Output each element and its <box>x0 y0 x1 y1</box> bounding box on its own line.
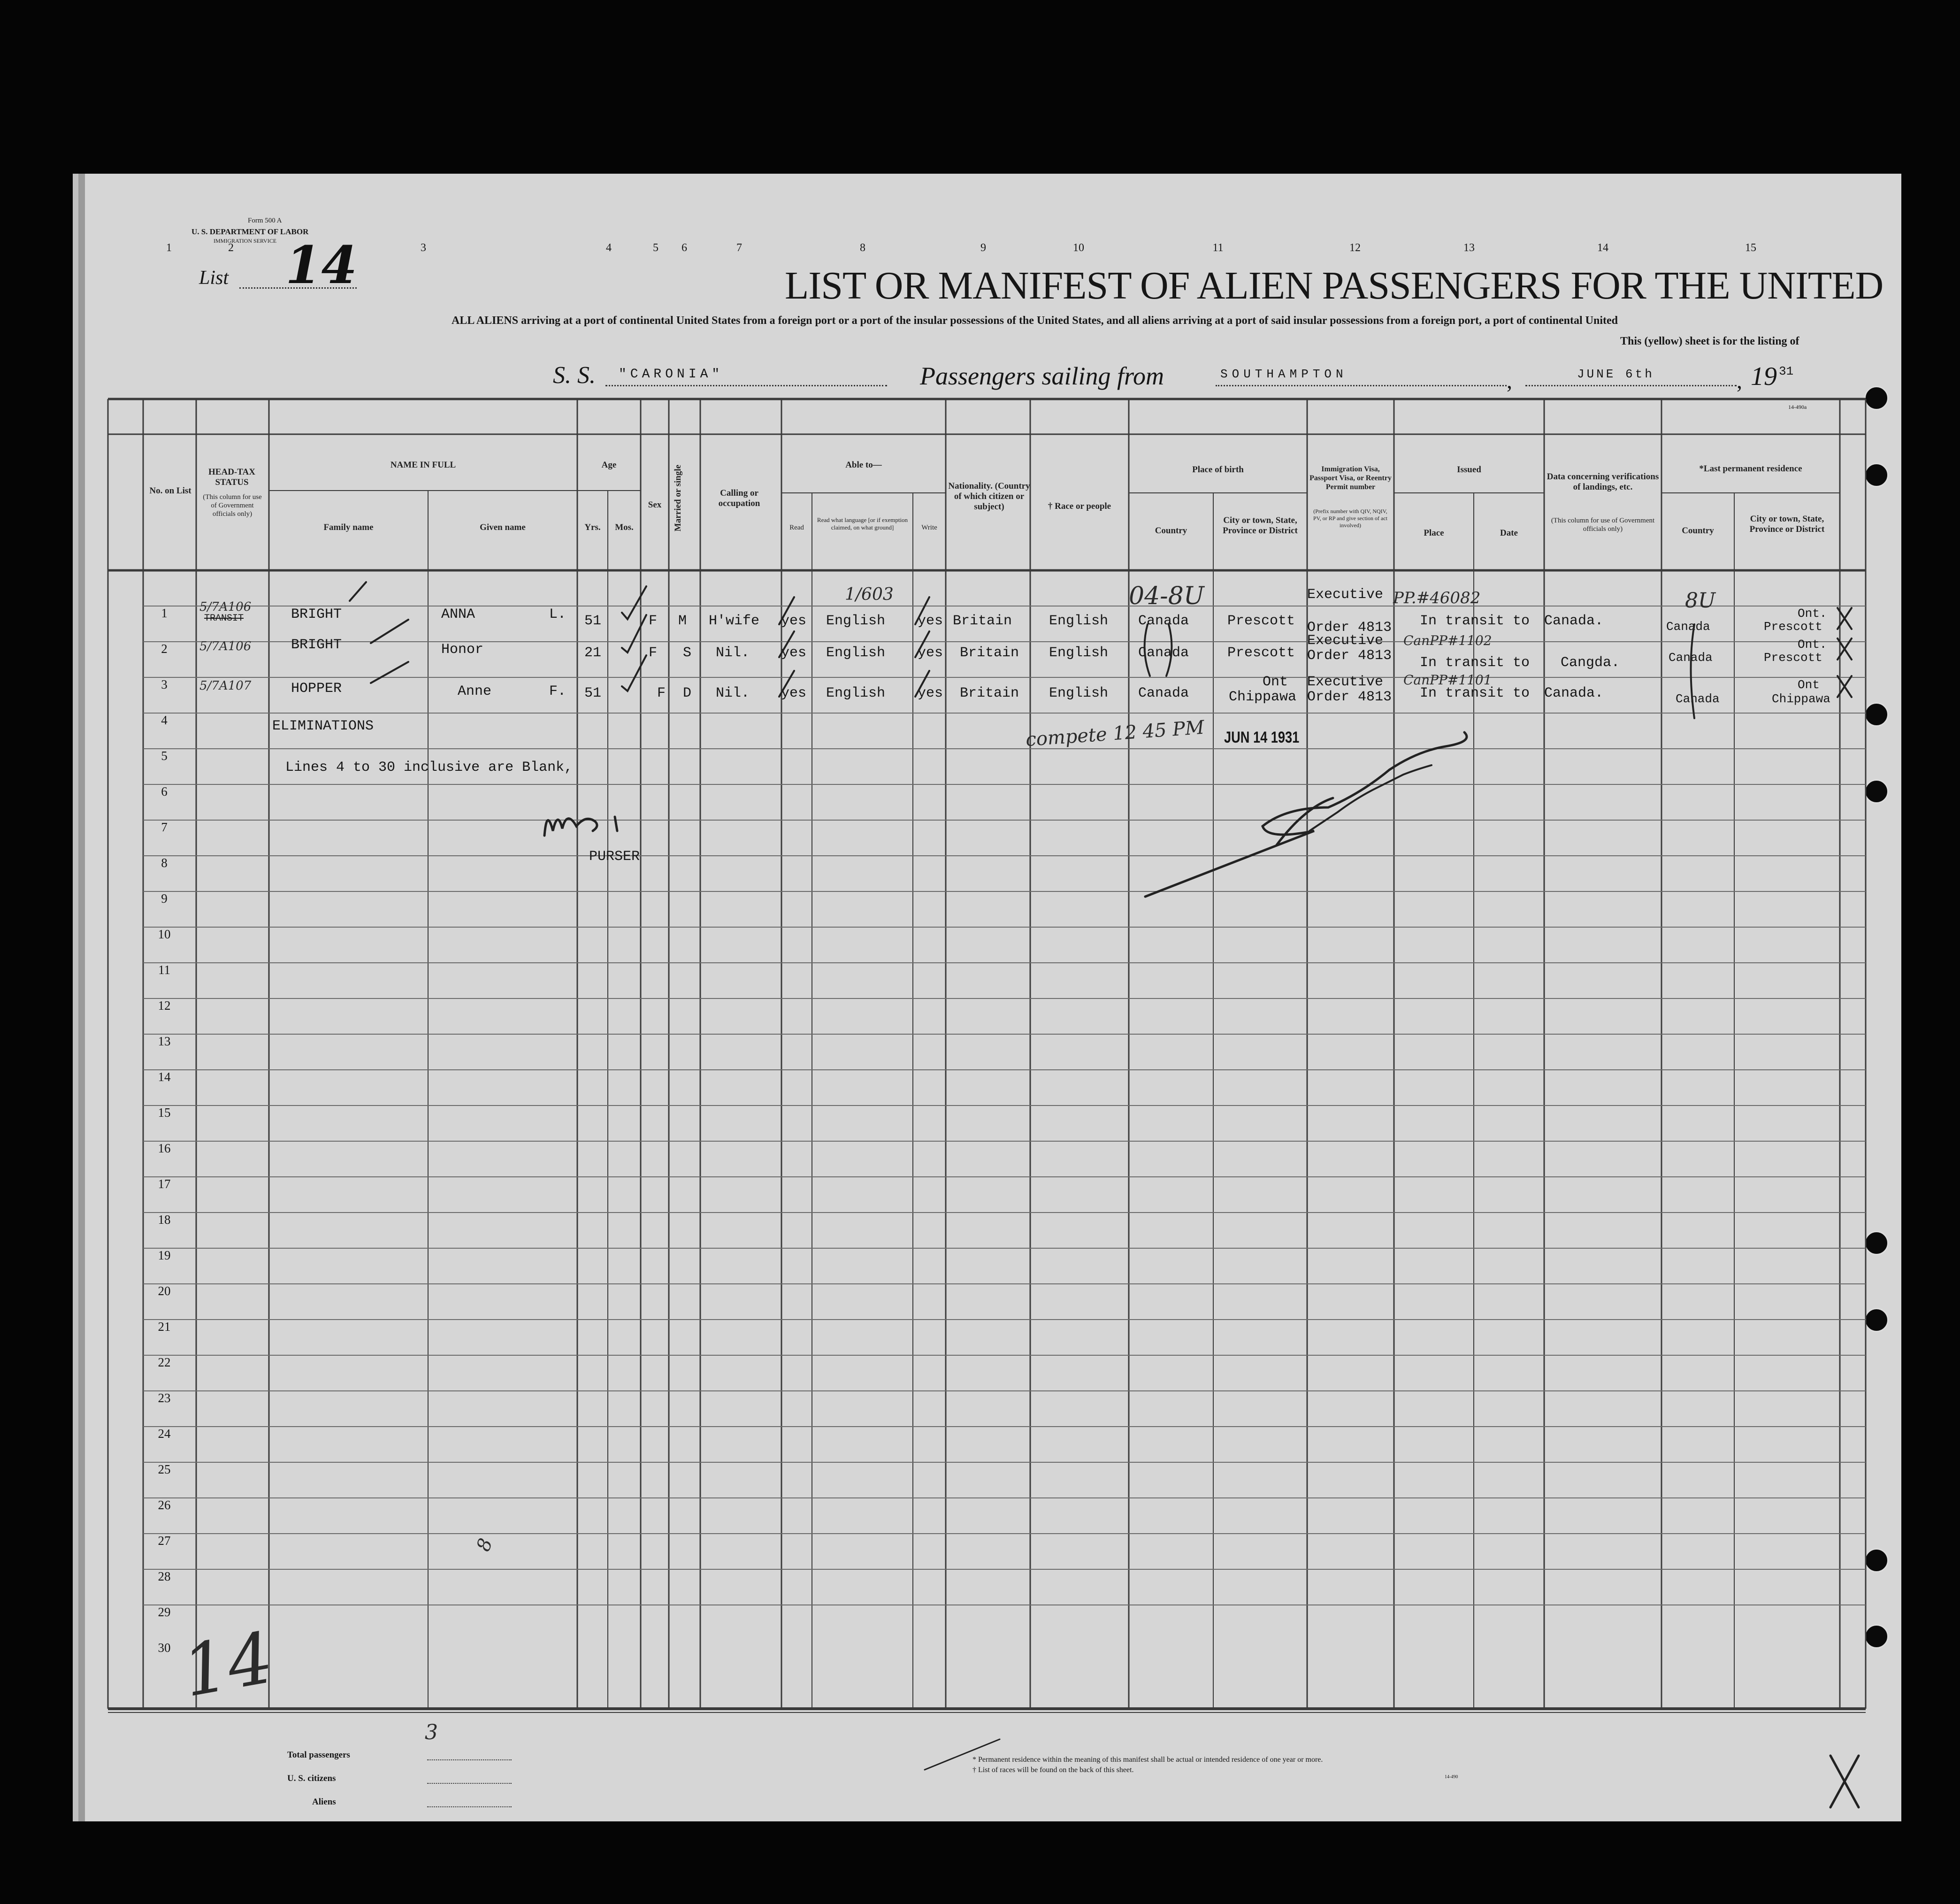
row-3-age: 51 <box>584 685 602 701</box>
header-family-name: Family name <box>323 522 374 532</box>
row-number: 24 <box>158 1427 171 1441</box>
x-mark <box>1830 1756 1859 1807</box>
list-number: 14 <box>285 235 358 295</box>
row-number: 2 <box>161 642 168 656</box>
row-number: 11 <box>158 963 170 977</box>
head-tax-note-3: 5/7A107 <box>199 679 252 693</box>
total-passengers-line <box>427 1759 512 1760</box>
row-number: 28 <box>158 1569 171 1583</box>
completion-note: compete 12 45 PM <box>1025 716 1205 751</box>
language-note: 1/603 <box>845 585 894 604</box>
row-3-birth-city-1: Ont <box>1263 674 1288 690</box>
x-mark <box>1838 608 1852 629</box>
purser-label: PURSER <box>589 849 640 865</box>
row-number: 26 <box>158 1498 171 1512</box>
header-race: † Race or people <box>1048 501 1111 511</box>
row-2-language: English <box>826 645 886 661</box>
row-number: 4 <box>161 713 168 727</box>
header-issued-date: Date <box>1500 528 1518 538</box>
row-2-family-name: BRIGHT <box>291 637 342 653</box>
head-tax-note-2: 5/7A106 <box>199 639 252 653</box>
header-head-tax: HEAD-TAX STATUS <box>208 467 255 487</box>
row-number: 3 <box>161 677 168 691</box>
year-comma: , <box>1737 369 1742 393</box>
column-number-13: 13 <box>1463 242 1475 254</box>
row-1-age: 51 <box>584 613 602 629</box>
row-3-issued-date: Canada. <box>1544 685 1604 701</box>
tick-mark <box>915 671 929 697</box>
row-3-issued-place: In transit to <box>1420 685 1530 701</box>
row-2-read: yes <box>781 645 807 661</box>
row-3-race: English <box>1049 685 1109 701</box>
header-name-in-full: NAME IN FULL <box>390 460 456 470</box>
header-visa-note: (Prefix number with QIV, NQIV, PV, or RP and give section of act involved) <box>1313 508 1387 529</box>
tick-mark <box>779 671 794 697</box>
row-3-read: yes <box>781 685 807 701</box>
row-number: 1 <box>161 606 168 620</box>
sailing-date: JUNE 6th <box>1577 367 1654 381</box>
header-birth-city: City or town, State, Province or District <box>1223 515 1298 536</box>
row-number: 6 <box>161 784 168 798</box>
row-2-residence-country: Canada <box>1669 651 1713 665</box>
header-mos: Mos. <box>615 522 634 532</box>
department-name: U. S. DEPARTMENT OF LABOR <box>191 227 309 236</box>
row-number: 8 <box>161 856 168 870</box>
header-nationality: Nationality. (Country of which citizen or subject) <box>948 481 1030 512</box>
port-comma: , <box>1507 369 1512 393</box>
tick-mark <box>915 597 929 624</box>
row-2-nationality: Britain <box>960 645 1019 661</box>
row-number: 5 <box>161 749 168 763</box>
passport-note-2: CanPP#1102 <box>1403 633 1492 648</box>
row-2-visa-line-1: Executive <box>1307 633 1384 649</box>
header-calling: Calling or occupation <box>718 488 760 508</box>
header-last-residence: *Last permanent residence <box>1699 464 1802 474</box>
row-number: 10 <box>158 927 171 941</box>
row-number: 15 <box>158 1106 171 1120</box>
column-number-1: 1 <box>166 242 172 254</box>
column-number-8: 8 <box>860 242 865 254</box>
header-given-name: Given name <box>480 522 526 532</box>
footer-code: 14-490 <box>1445 1774 1458 1780</box>
row-1-residence-city-2: Prescott <box>1764 620 1822 634</box>
bracket-mark <box>1145 624 1150 676</box>
form-number: Form 500 A <box>248 217 282 224</box>
row-1-initial: L. <box>549 607 567 622</box>
row-number: 17 <box>158 1177 171 1191</box>
row-number: 13 <box>158 1034 171 1048</box>
row-number: 14 <box>158 1070 171 1084</box>
row-3-married: D <box>683 685 692 701</box>
head-tax-status-transit: TRANSIT <box>204 613 244 624</box>
row-3-residence-city-1: Ont <box>1798 678 1820 692</box>
header-residence-country: Country <box>1682 526 1714 536</box>
tick-mark <box>915 631 929 657</box>
row-number: 20 <box>158 1284 171 1298</box>
margin-list-number: 14 <box>176 1617 279 1713</box>
row-3-initial: F. <box>549 683 567 699</box>
header-birth-country: Country <box>1155 526 1187 536</box>
column-number-6: 6 <box>681 242 687 254</box>
check-mark <box>622 615 646 653</box>
total-handwritten: 3 <box>425 1720 438 1744</box>
row-2-residence-city-2: Prescott <box>1764 651 1822 665</box>
row-2-race: English <box>1049 645 1109 661</box>
residence-note: 8U <box>1685 589 1716 613</box>
bracket-mark <box>1166 624 1171 676</box>
row-1-write: yes <box>918 613 943 629</box>
margin-number-8: 8 <box>472 1535 497 1554</box>
row-1-race: English <box>1049 613 1109 629</box>
header-yrs: Yrs. <box>584 522 601 532</box>
row-number: 29 <box>158 1605 171 1619</box>
header-no-on-list: No. on List <box>149 486 191 496</box>
row-1-language: English <box>826 613 886 629</box>
manifest-title: LIST OR MANIFEST OF ALIEN PASSENGERS FOR THE UNITED <box>785 264 1883 307</box>
aliens-label: Aliens <box>312 1797 336 1807</box>
header-married: Married or single <box>673 464 683 532</box>
tick-mark <box>371 662 408 683</box>
row-2-write: yes <box>918 645 943 661</box>
header-read: Read <box>789 524 804 531</box>
row-3-birth-city: Chippawa <box>1229 689 1297 705</box>
header-head-tax-note: (This column for use of Government officials only) <box>203 493 262 518</box>
column-number-9: 9 <box>980 242 986 254</box>
row-3-birth-country: Canada <box>1138 685 1189 701</box>
blank-lines-note: Lines 4 to 30 inclusive are Blank, <box>285 760 573 775</box>
column-number-14: 14 <box>1597 242 1608 254</box>
tick-mark <box>779 631 794 657</box>
row-1-family-name: BRIGHT <box>291 607 342 622</box>
header-place-of-birth: Place of birth <box>1192 465 1244 475</box>
row-3-write: yes <box>918 685 943 701</box>
column-number-2: 2 <box>228 242 234 254</box>
row-1-read: yes <box>781 613 807 629</box>
header-issued: Issued <box>1457 465 1481 475</box>
header-residence-city: City or town, State, Province or District <box>1749 514 1825 534</box>
x-mark <box>1838 638 1852 660</box>
aliens-line <box>427 1806 512 1807</box>
column-number-12: 12 <box>1349 242 1361 254</box>
tick-mark <box>371 620 408 643</box>
row-2-sex: F <box>649 645 658 661</box>
row-2-residence-city-1: Ont. <box>1798 637 1827 652</box>
row-number: 27 <box>158 1534 171 1548</box>
tick-mark <box>350 582 366 601</box>
row-1-issued-date: Canada. <box>1544 613 1604 629</box>
row-2-age: 21 <box>584 645 602 661</box>
row-1-nationality: Britain <box>953 613 1012 629</box>
row-1-visa-line-1: Executive <box>1307 587 1384 603</box>
row-number: 18 <box>158 1213 171 1227</box>
check-mark <box>622 655 646 691</box>
head-tax-note-1: 5/7A106 <box>199 600 252 614</box>
row-number: 9 <box>161 891 168 906</box>
sailing-label: Passengers sailing from <box>920 362 1164 390</box>
x-mark <box>1838 676 1852 697</box>
corner-code: 14-490a <box>1788 404 1807 410</box>
tick-mark <box>779 597 794 624</box>
us-citizens-label: U. S. citizens <box>287 1773 336 1783</box>
row-1-birth-city: Prescott <box>1227 613 1295 629</box>
inspector-title-scribble <box>1309 765 1432 831</box>
row-3-visa-line-2: Order 4813 <box>1307 689 1392 705</box>
departure-port: SOUTHAMPTON <box>1220 367 1348 381</box>
ss-label: S. S. <box>553 362 596 389</box>
row-1-sex: F <box>649 613 658 629</box>
passport-note-1: PP.#46082 <box>1393 589 1481 607</box>
row-1-residence-city-1: Ont. <box>1798 607 1827 621</box>
eliminations-label: ELIMINATIONS <box>272 718 374 734</box>
row-3-residence-country: Canada <box>1676 692 1720 706</box>
header-visa: Immigration Visa, Passport Visa, or Reentry Permit number <box>1309 465 1392 491</box>
row-2-calling: Nil. <box>716 645 750 661</box>
column-number-7: 7 <box>736 242 742 254</box>
inspection-stamp-date: JUN 14 1931 <box>1224 729 1300 746</box>
row-2-birth-city: Prescott <box>1227 645 1295 661</box>
bracket-mark <box>1691 624 1695 718</box>
list-label: List <box>199 267 229 289</box>
column-number-4: 4 <box>606 242 612 254</box>
row-3-language: English <box>826 685 886 701</box>
column-number-3: 3 <box>421 242 426 254</box>
column-number-10: 10 <box>1073 242 1084 254</box>
header-read-language: Read what language [or if exemption claimed, on what ground] <box>817 516 908 531</box>
year-suffix: 31 <box>1779 364 1794 378</box>
footer-arrow <box>925 1739 1000 1770</box>
column-number-11: 11 <box>1212 242 1224 254</box>
manifest-subtitle-2: This (yellow) sheet is for the listing of <box>1620 335 1799 347</box>
header-data-note: (This column for use of Government officials only) <box>1551 517 1655 533</box>
row-number: 30 <box>158 1641 171 1655</box>
row-3-nationality: Britain <box>960 685 1019 701</box>
header-age: Age <box>601 460 617 470</box>
row-1-birth-country: Canada <box>1138 613 1189 629</box>
row-2-visa-line-2: Order 4813 <box>1307 648 1392 664</box>
purser-signature <box>544 817 617 836</box>
manifest-subtitle-1: ALL ALIENS arriving at a port of continental United States from a foreign port or a port of the insular possessions of the United States, and all aliens arriving at a port of said insular possessions from a foreign port, a port of continental United <box>452 315 1618 327</box>
row-number: 12 <box>158 998 171 1013</box>
row-number: 25 <box>158 1462 171 1476</box>
birth-note: 04-8U <box>1129 582 1204 610</box>
header-sex: Sex <box>648 500 662 510</box>
year-prefix: 19 <box>1751 362 1777 391</box>
footnote-residence: * Permanent residence within the meaning of this manifest shall be actual or intended residence of one year or more. <box>972 1756 1323 1764</box>
row-2-issued-date: Cangda. <box>1561 655 1620 671</box>
row-3-given-name: Anne <box>458 683 492 699</box>
service-name: IMMIGRATION SERVICE <box>214 238 277 244</box>
row-3-visa-line-1: Executive <box>1307 674 1384 690</box>
row-number: 21 <box>158 1320 171 1334</box>
row-3-family-name: HOPPER <box>291 681 342 697</box>
row-1-issued-place: In transit to <box>1420 613 1530 629</box>
row-number: 16 <box>158 1141 171 1155</box>
footnote-races: † List of races will be found on the back of this sheet. <box>972 1766 1134 1774</box>
inspector-signature <box>1145 732 1467 897</box>
row-1-residence-country: Canada <box>1666 620 1710 634</box>
header-able-to: Able to— <box>845 460 882 470</box>
row-1-calling: H'wife <box>709 613 760 629</box>
passport-note-3: CanPP#1101 <box>1403 672 1492 688</box>
row-2-birth-country: Canada <box>1138 645 1189 661</box>
header-write: Write <box>921 524 937 531</box>
column-number-15: 15 <box>1745 242 1756 254</box>
row-2-married: S <box>683 645 692 661</box>
row-2-issued-place: In transit to <box>1420 655 1530 671</box>
row-1-visa-line-2: Order 4813 <box>1307 620 1392 636</box>
row-1-given-name: ANNA <box>441 607 475 622</box>
check-mark <box>622 586 646 619</box>
us-citizens-line <box>427 1783 512 1784</box>
row-3-sex: F <box>657 685 666 701</box>
row-number: 7 <box>161 820 168 834</box>
row-number: 23 <box>158 1391 171 1405</box>
header-data-concerning: Data concerning verifications of landings, etc. <box>1547 472 1659 492</box>
row-2-given-name: Honor <box>441 642 484 658</box>
row-3-calling: Nil. <box>716 685 750 701</box>
row-3-residence-city-2: Chippawa <box>1772 692 1830 706</box>
ship-name: "CARONIA" <box>619 367 724 382</box>
row-1-married: M <box>678 613 687 629</box>
row-number: 19 <box>158 1248 171 1262</box>
header-issued-place: Place <box>1424 528 1444 538</box>
column-number-5: 5 <box>653 242 658 254</box>
row-number: 22 <box>158 1355 171 1369</box>
total-passengers-label: Total passengers <box>287 1750 350 1760</box>
